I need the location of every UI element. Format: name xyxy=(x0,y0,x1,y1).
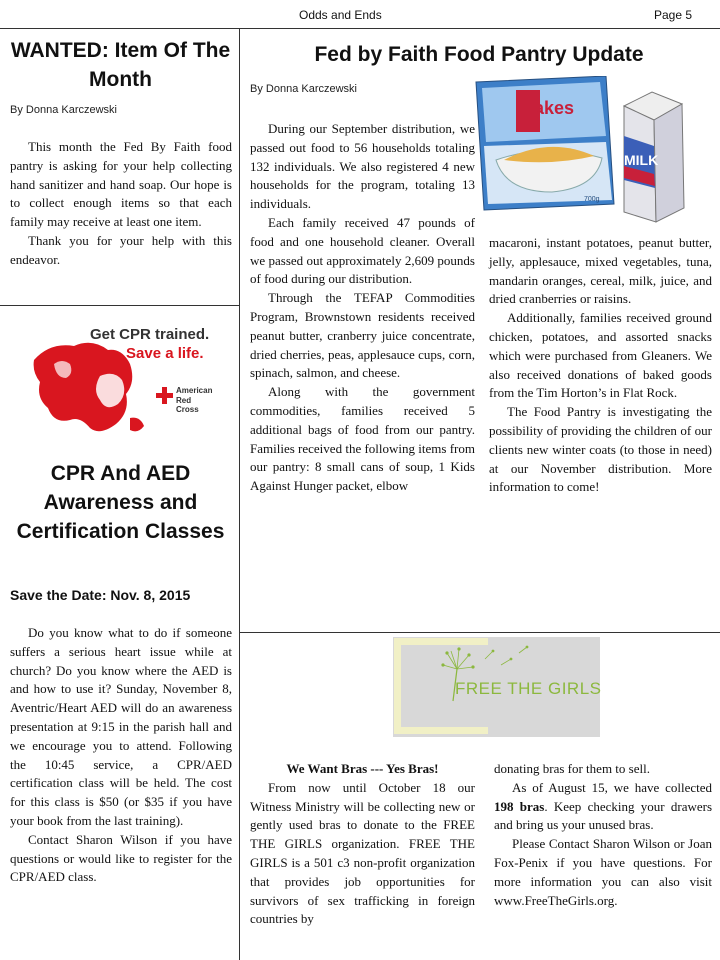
wanted-paragraph: This month the Fed By Faith food pantry is asking for your help collecting hand sanitizer and hand soap. Our hope is to collect enough items so that each family may receive at least one item. xyxy=(10,139,232,230)
bras-paragraph: Please Contact Sharon Wilson or Joan Fox-Penix if you have questions. For more information you can also visit www.FreeTheGirls.org. xyxy=(494,836,712,908)
free-the-girls-wordmark: FREE THE GIRLS xyxy=(455,679,602,698)
milk-label: MILK xyxy=(624,152,659,168)
cereal-box-icon xyxy=(474,76,714,226)
bras-collected-post: . Keep checking your drawers and bring us your unused bras. xyxy=(494,798,713,833)
wanted-paragraph: Thank you for your help with this endeavor. xyxy=(10,232,232,267)
cpr-paragraph: Do you know what to do if someone suffers a serious heart issue while at church? Do you know where the AED is and how to use it? Sunday, November 8, Aventric/Heart AED will do an awareness presentation at 9:15 in the parish hall and we encourage you to attend. Following the 10:45 service, a CPR/AED certification class will be held. The cost for this class is $50 (or $35 if you have your book from the last training). xyxy=(10,625,232,828)
pantry-paragraph: Along with the government commodities, families received 5 additional bags of food from our pantry. Families received the following items from our pantry: 8 small cans of soup, 1 Kids Against Hunger packet, elbow xyxy=(250,384,475,494)
cpr-body xyxy=(10,624,232,887)
page-number: Page 5 xyxy=(654,8,693,22)
red-cross-brand-line2: Red Cross xyxy=(176,396,199,414)
cpr-advertisement xyxy=(30,320,214,442)
bras-paragraph xyxy=(494,779,712,835)
red-cross-icon xyxy=(156,387,173,404)
pantry-title: Fed by Faith Food Pantry Update xyxy=(314,43,644,66)
bras-column-1 xyxy=(250,760,475,929)
cereal-label: Flakes xyxy=(518,98,575,118)
cpr-save-date: Save the Date: Nov. 8, 2015 xyxy=(10,587,191,603)
pantry-paragraph: Each family received 47 pounds of food and one household cleaner. Overall we passed out approximately 2,609 pounds of food during our distribution. xyxy=(250,214,475,287)
red-cross-brand-line1: American xyxy=(176,386,213,395)
bras-collected-count: 198 bras xyxy=(494,798,545,814)
dandelion-icon xyxy=(423,641,533,711)
left-section-rule xyxy=(0,305,239,306)
cereal-and-milk-illustration xyxy=(474,76,714,226)
pantry-paragraph: Through the TEFAP Commodities Program, Brownstown residents received peanut butter, cranberry juice concentrate, dried cherries, peas, applesauce cups, corn, spinach, salmon, and cheese. xyxy=(250,290,475,381)
wanted-title: WANTED: Item Of The Month xyxy=(10,39,231,91)
cpr-ad-line1: Get CPR trained. xyxy=(90,326,210,343)
pantry-paragraph: macaroni, instant potatoes, peanut butter, jelly, applesauce, mixed vegetables, tuna, mandarin oranges, cereal, milk, juice, and dried cranberries or raisins. xyxy=(489,235,712,307)
free-the-girls-logo xyxy=(393,637,600,737)
cereal-weight: 700g xyxy=(584,196,600,203)
right-section-rule xyxy=(239,632,720,633)
pantry-paragraph: The Food Pantry is investigating the possibility of providing the children of our clients new winter coats (to those in need) at our November distribution. More information to come! xyxy=(489,404,712,495)
section-title: Odds and Ends xyxy=(299,8,382,22)
pantry-paragraph: Additionally, families received ground chicken, potatoes, and assorted snacks which were purchased from Gleaners. We also received donations of baked goods from the Tim Horton’s in Flat Rock. xyxy=(489,310,712,401)
bras-paragraph: From now until October 18 our Witness Ministry will be collecting new or gently used bras to donate to the FREE THE GIRLS organization. FREE THE GIRLS is a 501 c3 non-profit organization that provides job opportunities for survivors of sex trafficking in foreign countries by xyxy=(250,779,475,927)
pantry-paragraph: During our September distribution, we passed out food to 56 households totaling 132 individuals. We also registered 4 new households for the program, totaling 13 individuals. xyxy=(250,121,475,212)
cpr-paragraph: Contact Sharon Wilson if you have questions or would like to register for the CPR/AED class. xyxy=(10,831,232,885)
column-divider xyxy=(239,28,240,960)
pantry-byline: By Donna Karczewski xyxy=(250,83,357,95)
pantry-column-2 xyxy=(489,234,712,497)
bras-collected-pre: As of August 15, we have collected xyxy=(512,779,712,795)
header-rule xyxy=(0,28,720,29)
bras-paragraph: donating bras for them to sell. xyxy=(494,761,650,776)
cpr-ad-line2: Save a life. xyxy=(126,345,204,362)
cpr-title: CPR And AED Awareness and Certification Classes xyxy=(16,462,225,543)
wanted-byline: By Donna Karczewski xyxy=(10,104,117,116)
pantry-column-1 xyxy=(250,120,475,496)
bras-column-2 xyxy=(494,760,712,910)
bras-heading: We Want Bras --- Yes Bras! xyxy=(286,761,439,776)
wanted-body xyxy=(10,138,232,270)
